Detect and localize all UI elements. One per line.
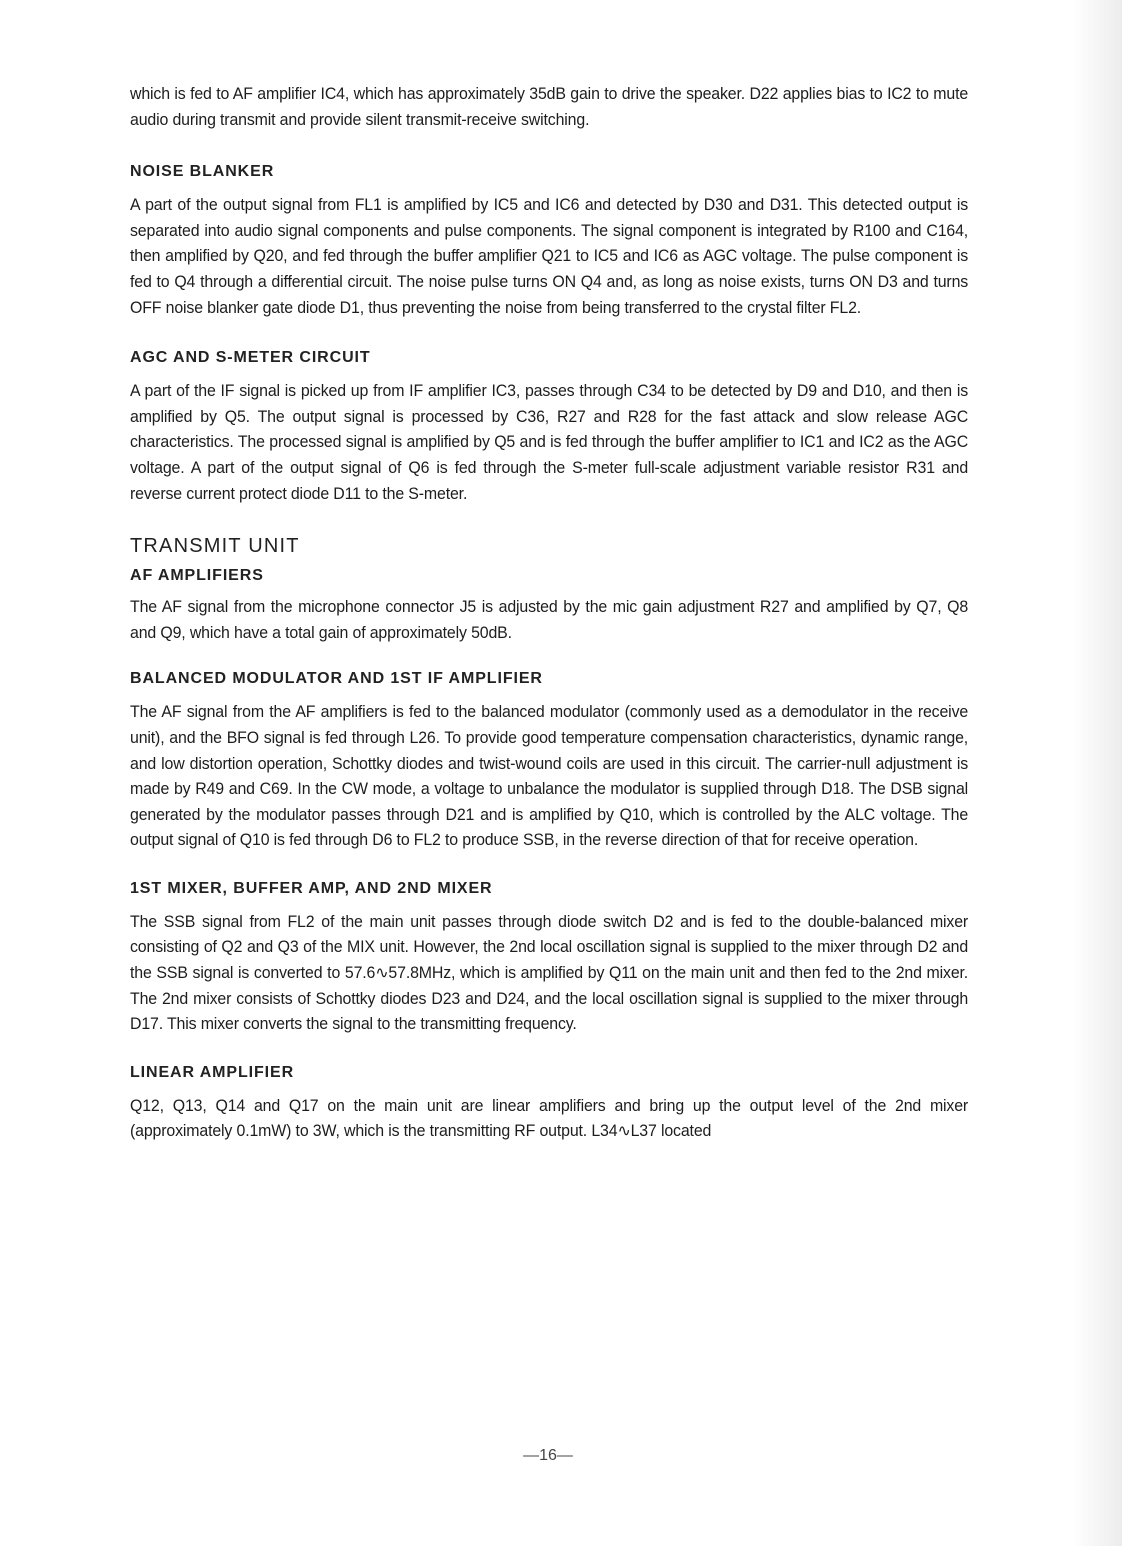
- document-body: [130, 82, 968, 1145]
- page-number: —16—: [523, 1447, 573, 1464]
- section-balanced-modulator: [130, 668, 968, 854]
- page-edge-shadow: [1072, 0, 1122, 1546]
- section-heading: LINEAR AMPLIFIER: [130, 1063, 295, 1081]
- section-linear-amplifier: [130, 1062, 968, 1145]
- section-text: The AF signal from the microphone connector J5 is adjusted by the mic gain adjustment R27 and amplified by Q7, Q8 and Q9, which have a total gain of approximately 50dB.: [130, 598, 969, 642]
- major-section-transmit-unit: [130, 533, 968, 1145]
- section-text: The AF signal from the AF amplifiers is fed to the balanced modulator (commonly used as a demodulator in the receive unit), and the BFO signal is fed through L26. To provide good temperature compensation characteristics, dynamic range, and low distortion operation, Schottky diodes and twist-wound coils are used in this circuit. The carrier-null adjustment is made by R49 and C69. In the CW mode, a voltage to unbalance the modulator is supplied through D18. The DSB signal generated by the modulator passes through D21 and is amplified by Q10, which is controlled by the ALC voltage. The output signal of Q10 is fed through D6 to FL2 to produce SSB, in the reverse direction of that for receive operation.: [130, 703, 969, 850]
- section-text: A part of the IF signal is picked up from IF amplifier IC3, passes through C34 to be detected by D9 and D10, and then is amplified by Q5. The output signal is processed by C36, R27 and R28 for the fast attack and slow release AGC characteristics. The processed signal is amplified by Q5 and is fed through the buffer amplifier to IC1 and IC2 as the AGC voltage. A part of the output signal of Q6 is fed through the S-meter full-scale adjustment variable resistor R31 and reverse current protect diode D11 to the S-meter.: [130, 382, 969, 503]
- section-heading: AGC AND S-METER CIRCUIT: [130, 349, 371, 367]
- section-heading: BALANCED MODULATOR AND 1ST IF AMPLIFIER: [130, 670, 543, 688]
- section-heading: 1ST MIXER, BUFFER AMP, AND 2ND MIXER: [130, 879, 493, 897]
- intro-paragraph: which is fed to AF amplifier IC4, which has approximately 35dB gain to drive the speaker. D22 applies bias to IC2 to mute audio during transmit and provide silent transmit-receive switching.: [130, 85, 969, 129]
- section-af-amplifiers: [130, 565, 968, 646]
- section-heading: NOISE BLANKER: [130, 163, 275, 181]
- section-heading: AF AMPLIFIERS: [130, 567, 264, 585]
- section-text: The SSB signal from FL2 of the main unit passes through diode switch D2 and is fed to the double-balanced mixer consisting of Q2 and Q3 of the MIX unit. However, the 2nd local oscillation signal is supplied to the mixer through D2 and the SSB signal is converted to 57.6∿57.8MHz, which is amplified by Q11 on the main unit and then fed to the 2nd mixer. The 2nd mixer consists of Schottky diodes D23 and D24, and the local oscillation signal is supplied to the mixer through D17. This mixer converts the signal to the transmitting frequency.: [130, 912, 969, 1034]
- section-text: Q12, Q13, Q14 and Q17 on the main unit are linear amplifiers and bring up the output level of the 2nd mixer (approximately 0.1mW) to 3W, which is the transmitting RF output. L34∿L37 located: [130, 1096, 969, 1141]
- section-agc-s-meter: [130, 347, 968, 507]
- section-mixers: [130, 878, 968, 1038]
- section-noise-blanker: [130, 161, 968, 321]
- major-heading: TRANSMIT UNIT: [130, 535, 300, 558]
- section-text: A part of the output signal from FL1 is amplified by IC5 and IC6 and detected by D30 and D31. This detected output is separated into audio signal components and pulse components. The signal component is integrated by R100 and C164, then amplified by Q20, and fed through the buffer amplifier Q21 to IC5 and IC6 as AGC voltage. The pulse component is fed to Q4 through a differential circuit. The noise pulse turns ON Q4 and, as long as noise exists, turns ON D3 and turns OFF noise blanker gate diode D1, thus preventing the noise from being transferred to the crystal filter FL2.: [130, 196, 969, 317]
